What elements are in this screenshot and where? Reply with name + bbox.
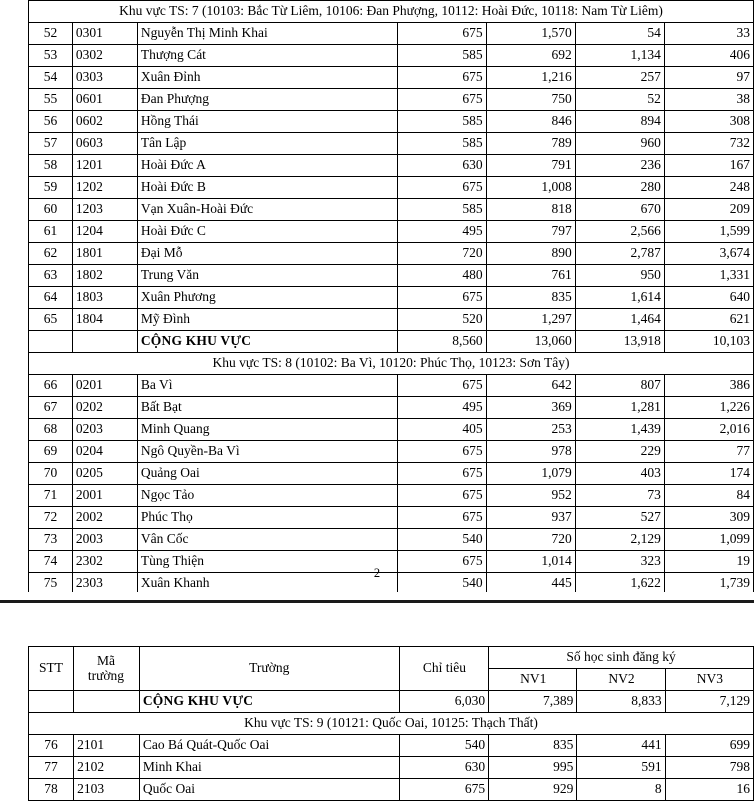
cell-chi-tieu: 480 bbox=[398, 265, 486, 287]
cell-nv1: 1,014 bbox=[486, 551, 575, 573]
cell-stt: 56 bbox=[29, 111, 73, 133]
cell-truong: Bất Bạt bbox=[137, 397, 397, 419]
cell-ma-truong: 0302 bbox=[72, 45, 137, 67]
cell-nv2: 8,833 bbox=[577, 691, 665, 713]
cell-truong: Ba Vì bbox=[137, 375, 397, 397]
cell-chi-tieu: 520 bbox=[398, 309, 486, 331]
cell-chi-tieu: 675 bbox=[398, 89, 486, 111]
cell-nv3: 732 bbox=[664, 133, 753, 155]
table-row bbox=[29, 485, 754, 507]
cell-ma-truong: 0202 bbox=[72, 397, 137, 419]
cell-nv1: 952 bbox=[486, 485, 575, 507]
cell-nv2: 807 bbox=[575, 375, 664, 397]
cell-nv2: 323 bbox=[575, 551, 664, 573]
table-row bbox=[29, 67, 754, 89]
table-header bbox=[29, 647, 754, 691]
cell-nv3: 308 bbox=[664, 111, 753, 133]
cell-nv3: 699 bbox=[665, 735, 753, 757]
cell-stt: 60 bbox=[29, 199, 73, 221]
cell-nv3: 640 bbox=[664, 287, 753, 309]
cell-truong: Mỹ Đình bbox=[137, 309, 397, 331]
cell-truong: Minh Quang bbox=[137, 419, 397, 441]
cell-nv3: 7,129 bbox=[665, 691, 753, 713]
cell-chi-tieu: 675 bbox=[398, 463, 486, 485]
cell-stt: 78 bbox=[29, 779, 74, 801]
cell-chi-tieu: 720 bbox=[398, 243, 486, 265]
region-8-header: Khu vực TS: 8 (10102: Ba Vì, 10120: Phúc Thọ, 10123: Sơn Tây) bbox=[29, 353, 754, 375]
cell-nv3: 2,016 bbox=[664, 419, 753, 441]
cell-nv2: 1,439 bbox=[575, 419, 664, 441]
region-7-header: Khu vực TS: 7 (10103: Bắc Từ Liêm, 10106: Đan Phượng, 10112: Hoài Đức, 10118: Nam Từ Liêm) bbox=[29, 1, 754, 23]
table-row bbox=[29, 243, 754, 265]
cell-nv3: 19 bbox=[664, 551, 753, 573]
cell-stt: 72 bbox=[29, 507, 73, 529]
cell-chi-tieu: 585 bbox=[398, 45, 486, 67]
cell-chi-tieu: 540 bbox=[398, 529, 486, 551]
cell-truong: Tân Lập bbox=[137, 133, 397, 155]
cell-nv3: 77 bbox=[664, 441, 753, 463]
cell-nv2: 229 bbox=[575, 441, 664, 463]
cell-stt: 66 bbox=[29, 375, 73, 397]
cell-nv2: 2,129 bbox=[575, 529, 664, 551]
table-row bbox=[29, 331, 754, 353]
cell-truong: Minh Khai bbox=[139, 757, 399, 779]
cell-nv1: 929 bbox=[489, 779, 577, 801]
cell-truong: Phúc Thọ bbox=[137, 507, 397, 529]
cell-nv2: 1,134 bbox=[575, 45, 664, 67]
cell-nv1: 7,389 bbox=[489, 691, 577, 713]
cell-nv3: 167 bbox=[664, 155, 753, 177]
table-row bbox=[29, 309, 754, 331]
table-row bbox=[29, 757, 754, 779]
enrollment-table-part1 bbox=[28, 0, 754, 595]
cell-chi-tieu: 8,560 bbox=[398, 331, 486, 353]
cell-chi-tieu: 405 bbox=[398, 419, 486, 441]
cell-nv3: 97 bbox=[664, 67, 753, 89]
cell-nv1: 720 bbox=[486, 529, 575, 551]
cell-truong: Quốc Oai bbox=[139, 779, 399, 801]
cell-truong: Thượng Cát bbox=[137, 45, 397, 67]
header-nv3: NV3 bbox=[665, 669, 753, 691]
cell-stt: 77 bbox=[29, 757, 74, 779]
cell-stt: 75 bbox=[29, 573, 73, 595]
cell-nv1: 692 bbox=[486, 45, 575, 67]
cell-nv2: 527 bbox=[575, 507, 664, 529]
cell-nv3: 798 bbox=[665, 757, 753, 779]
cell-nv2: 1,281 bbox=[575, 397, 664, 419]
cell-ma-truong: 0201 bbox=[72, 375, 137, 397]
cell-nv2: 236 bbox=[575, 155, 664, 177]
cell-stt: 53 bbox=[29, 45, 73, 67]
cell-ma-truong: 0204 bbox=[72, 441, 137, 463]
cell-nv2: 2,566 bbox=[575, 221, 664, 243]
cell-chi-tieu: 540 bbox=[398, 573, 486, 595]
table-row bbox=[29, 507, 754, 529]
cell-nv2: 950 bbox=[575, 265, 664, 287]
table-region-7-8 bbox=[28, 0, 754, 595]
cell-nv2: 54 bbox=[575, 23, 664, 45]
cell-stt: 59 bbox=[29, 177, 73, 199]
cell-chi-tieu: 6,030 bbox=[399, 691, 489, 713]
cell-nv2: 403 bbox=[575, 463, 664, 485]
cell-ma-truong: 0301 bbox=[72, 23, 137, 45]
cell-ma-truong: 1801 bbox=[72, 243, 137, 265]
cell-chi-tieu: 540 bbox=[399, 735, 489, 757]
cell-truong: Xuân Đỉnh bbox=[137, 67, 397, 89]
cell-chi-tieu: 675 bbox=[398, 485, 486, 507]
cell-nv1: 978 bbox=[486, 441, 575, 463]
cell-stt bbox=[29, 331, 73, 353]
cell-nv1: 253 bbox=[486, 419, 575, 441]
cell-nv1: 791 bbox=[486, 155, 575, 177]
cell-nv1: 797 bbox=[486, 221, 575, 243]
table-row bbox=[29, 111, 754, 133]
cell-nv2: 13,918 bbox=[575, 331, 664, 353]
cell-nv3: 174 bbox=[664, 463, 753, 485]
header-truong: Trường bbox=[139, 647, 399, 691]
cell-stt bbox=[29, 691, 74, 713]
region-header-row bbox=[29, 353, 754, 375]
cell-ma-truong: 0203 bbox=[72, 419, 137, 441]
cell-nv1: 890 bbox=[486, 243, 575, 265]
cell-nv3: 16 bbox=[665, 779, 753, 801]
cell-nv1: 835 bbox=[489, 735, 577, 757]
table-row bbox=[29, 199, 754, 221]
cell-nv3: 406 bbox=[664, 45, 753, 67]
region-header-row bbox=[29, 713, 754, 735]
cell-nv3: 84 bbox=[664, 485, 753, 507]
cell-ma-truong: 1204 bbox=[72, 221, 137, 243]
cell-nv2: 670 bbox=[575, 199, 664, 221]
cell-nv3: 1,099 bbox=[664, 529, 753, 551]
cell-nv3: 621 bbox=[664, 309, 753, 331]
cell-stt: 54 bbox=[29, 67, 73, 89]
cell-stt: 69 bbox=[29, 441, 73, 463]
cell-nv2: 257 bbox=[575, 67, 664, 89]
cell-nv2: 960 bbox=[575, 133, 664, 155]
table-row bbox=[29, 529, 754, 551]
region-9-header: Khu vực TS: 9 (10121: Quốc Oai, 10125: Thạch Thất) bbox=[29, 713, 754, 735]
cell-nv1: 937 bbox=[486, 507, 575, 529]
cell-stt: 57 bbox=[29, 133, 73, 155]
cell-nv1: 995 bbox=[489, 757, 577, 779]
cell-ma-truong: 1201 bbox=[72, 155, 137, 177]
cell-truong: Cao Bá Quát-Quốc Oai bbox=[139, 735, 399, 757]
table-row bbox=[29, 463, 754, 485]
table-row bbox=[29, 691, 754, 713]
table-row bbox=[29, 779, 754, 801]
table-row bbox=[29, 133, 754, 155]
cell-nv2: 1,614 bbox=[575, 287, 664, 309]
cell-nv3: 309 bbox=[664, 507, 753, 529]
cell-ma-truong: 2101 bbox=[74, 735, 140, 757]
cell-nv1: 642 bbox=[486, 375, 575, 397]
cell-nv1: 445 bbox=[486, 573, 575, 595]
cell-truong: Ngô Quyền-Ba Vì bbox=[137, 441, 397, 463]
cell-stt: 70 bbox=[29, 463, 73, 485]
cell-stt: 61 bbox=[29, 221, 73, 243]
cell-stt: 55 bbox=[29, 89, 73, 111]
cell-stt: 63 bbox=[29, 265, 73, 287]
header-nv1: NV1 bbox=[489, 669, 577, 691]
table-row bbox=[29, 89, 754, 111]
page-number: 2 bbox=[373, 566, 381, 580]
cell-chi-tieu: 675 bbox=[398, 67, 486, 89]
cell-ma-truong: 0602 bbox=[72, 111, 137, 133]
cell-chi-tieu: 675 bbox=[398, 441, 486, 463]
cell-stt: 64 bbox=[29, 287, 73, 309]
cell-truong: Hồng Thái bbox=[137, 111, 397, 133]
cell-ma-truong: 2001 bbox=[72, 485, 137, 507]
cell-stt: 62 bbox=[29, 243, 73, 265]
cell-chi-tieu: 675 bbox=[398, 23, 486, 45]
cell-stt: 76 bbox=[29, 735, 74, 757]
table-sheet-bottom bbox=[0, 614, 754, 800]
cell-truong: Tùng Thiện bbox=[137, 551, 397, 573]
cell-stt: 74 bbox=[29, 551, 73, 573]
cell-ma-truong: 1202 bbox=[72, 177, 137, 199]
cell-truong: Hoài Đức C bbox=[137, 221, 397, 243]
table-row bbox=[29, 735, 754, 757]
cell-nv1: 761 bbox=[486, 265, 575, 287]
cell-nv1: 1,008 bbox=[486, 177, 575, 199]
region-header-row bbox=[29, 1, 754, 23]
cell-chi-tieu: 585 bbox=[398, 111, 486, 133]
cell-chi-tieu: 675 bbox=[398, 375, 486, 397]
cell-stt: 71 bbox=[29, 485, 73, 507]
cell-nv3: 1,739 bbox=[664, 573, 753, 595]
cell-truong: Ngọc Tảo bbox=[137, 485, 397, 507]
cell-nv3: 10,103 bbox=[664, 331, 753, 353]
cell-ma-truong: 1804 bbox=[72, 309, 137, 331]
table-row bbox=[29, 441, 754, 463]
table-row bbox=[29, 23, 754, 45]
cell-nv3: 1,226 bbox=[664, 397, 753, 419]
table-row bbox=[29, 221, 754, 243]
cell-stt: 68 bbox=[29, 419, 73, 441]
cell-ma-truong bbox=[74, 691, 140, 713]
table-row bbox=[29, 177, 754, 199]
cell-nv1: 13,060 bbox=[486, 331, 575, 353]
cell-ma-truong: 1803 bbox=[72, 287, 137, 309]
header-chi-tieu: Chỉ tiêu bbox=[399, 647, 489, 691]
cell-ma-truong: 0603 bbox=[72, 133, 137, 155]
cell-chi-tieu: 630 bbox=[399, 757, 489, 779]
header-so-hoc-sinh-dang-ky: Số học sinh đăng ký bbox=[489, 647, 754, 669]
cell-ma-truong: 0303 bbox=[72, 67, 137, 89]
table-row bbox=[29, 419, 754, 441]
cell-nv2: 280 bbox=[575, 177, 664, 199]
cell-truong: Vạn Xuân-Hoài Đức bbox=[137, 199, 397, 221]
header-nv2: NV2 bbox=[577, 669, 665, 691]
cell-truong: CỘNG KHU VỰC bbox=[139, 691, 399, 713]
cell-truong: CỘNG KHU VỰC bbox=[137, 331, 397, 353]
cell-chi-tieu: 675 bbox=[399, 779, 489, 801]
cell-nv2: 2,787 bbox=[575, 243, 664, 265]
cell-nv3: 248 bbox=[664, 177, 753, 199]
cell-nv1: 1,570 bbox=[486, 23, 575, 45]
cell-ma-truong: 1203 bbox=[72, 199, 137, 221]
header-ma-truong-line1: Mã bbox=[96, 652, 115, 668]
cell-ma-truong: 2303 bbox=[72, 573, 137, 595]
header-row-top bbox=[29, 647, 754, 669]
cell-stt: 67 bbox=[29, 397, 73, 419]
cell-nv1: 369 bbox=[486, 397, 575, 419]
cell-chi-tieu: 675 bbox=[398, 551, 486, 573]
cell-nv1: 789 bbox=[486, 133, 575, 155]
cell-nv2: 52 bbox=[575, 89, 664, 111]
cell-stt: 58 bbox=[29, 155, 73, 177]
cell-ma-truong bbox=[72, 331, 137, 353]
cell-truong: Hoài Đức B bbox=[137, 177, 397, 199]
cell-stt: 73 bbox=[29, 529, 73, 551]
cell-truong: Xuân Khanh bbox=[137, 573, 397, 595]
page-separator bbox=[0, 600, 754, 603]
cell-nv2: 1,464 bbox=[575, 309, 664, 331]
cell-nv3: 1,599 bbox=[664, 221, 753, 243]
cell-stt: 65 bbox=[29, 309, 73, 331]
cell-nv1: 846 bbox=[486, 111, 575, 133]
cell-ma-truong: 2103 bbox=[74, 779, 140, 801]
cell-ma-truong: 1802 bbox=[72, 265, 137, 287]
cell-chi-tieu: 585 bbox=[398, 199, 486, 221]
cell-ma-truong: 2003 bbox=[72, 529, 137, 551]
cell-stt: 52 bbox=[29, 23, 73, 45]
cell-nv2: 894 bbox=[575, 111, 664, 133]
table-row bbox=[29, 155, 754, 177]
cell-truong: Đại Mỗ bbox=[137, 243, 397, 265]
cell-ma-truong: 2102 bbox=[74, 757, 140, 779]
cell-nv3: 209 bbox=[664, 199, 753, 221]
cell-nv3: 386 bbox=[664, 375, 753, 397]
cell-truong: Vân Cốc bbox=[137, 529, 397, 551]
cell-truong: Nguyễn Thị Minh Khai bbox=[137, 23, 397, 45]
cell-ma-truong: 0601 bbox=[72, 89, 137, 111]
table-row bbox=[29, 265, 754, 287]
table-row bbox=[29, 375, 754, 397]
cell-nv3: 38 bbox=[664, 89, 753, 111]
cell-truong: Hoài Đức A bbox=[137, 155, 397, 177]
page-gap bbox=[0, 592, 754, 614]
header-stt: STT bbox=[29, 647, 74, 691]
cell-ma-truong: 2302 bbox=[72, 551, 137, 573]
cell-chi-tieu: 630 bbox=[398, 155, 486, 177]
cell-ma-truong: 2002 bbox=[72, 507, 137, 529]
cell-chi-tieu: 675 bbox=[398, 287, 486, 309]
cell-chi-tieu: 675 bbox=[398, 507, 486, 529]
table-row bbox=[29, 45, 754, 67]
cell-nv1: 1,079 bbox=[486, 463, 575, 485]
cell-nv1: 750 bbox=[486, 89, 575, 111]
enrollment-table-part2 bbox=[28, 646, 754, 801]
cell-nv2: 591 bbox=[577, 757, 665, 779]
cell-nv2: 73 bbox=[575, 485, 664, 507]
cell-nv2: 441 bbox=[577, 735, 665, 757]
cell-chi-tieu: 495 bbox=[398, 397, 486, 419]
cell-truong: Quảng Oai bbox=[137, 463, 397, 485]
cell-chi-tieu: 585 bbox=[398, 133, 486, 155]
cell-nv3: 33 bbox=[664, 23, 753, 45]
cell-nv3: 1,331 bbox=[664, 265, 753, 287]
table-region-9 bbox=[28, 646, 754, 801]
cell-ma-truong: 0205 bbox=[72, 463, 137, 485]
cell-nv2: 1,622 bbox=[575, 573, 664, 595]
cell-truong: Trung Văn bbox=[137, 265, 397, 287]
table-row bbox=[29, 397, 754, 419]
cell-nv2: 8 bbox=[577, 779, 665, 801]
cell-nv1: 1,297 bbox=[486, 309, 575, 331]
cell-chi-tieu: 675 bbox=[398, 177, 486, 199]
cell-nv3: 3,674 bbox=[664, 243, 753, 265]
cell-nv1: 818 bbox=[486, 199, 575, 221]
header-ma-truong bbox=[74, 647, 140, 691]
cell-truong: Đan Phượng bbox=[137, 89, 397, 111]
cell-chi-tieu: 495 bbox=[398, 221, 486, 243]
cell-truong: Xuân Phương bbox=[137, 287, 397, 309]
cell-nv1: 835 bbox=[486, 287, 575, 309]
header-ma-truong-line2: trường bbox=[87, 667, 125, 683]
table-row bbox=[29, 287, 754, 309]
cell-nv1: 1,216 bbox=[486, 67, 575, 89]
